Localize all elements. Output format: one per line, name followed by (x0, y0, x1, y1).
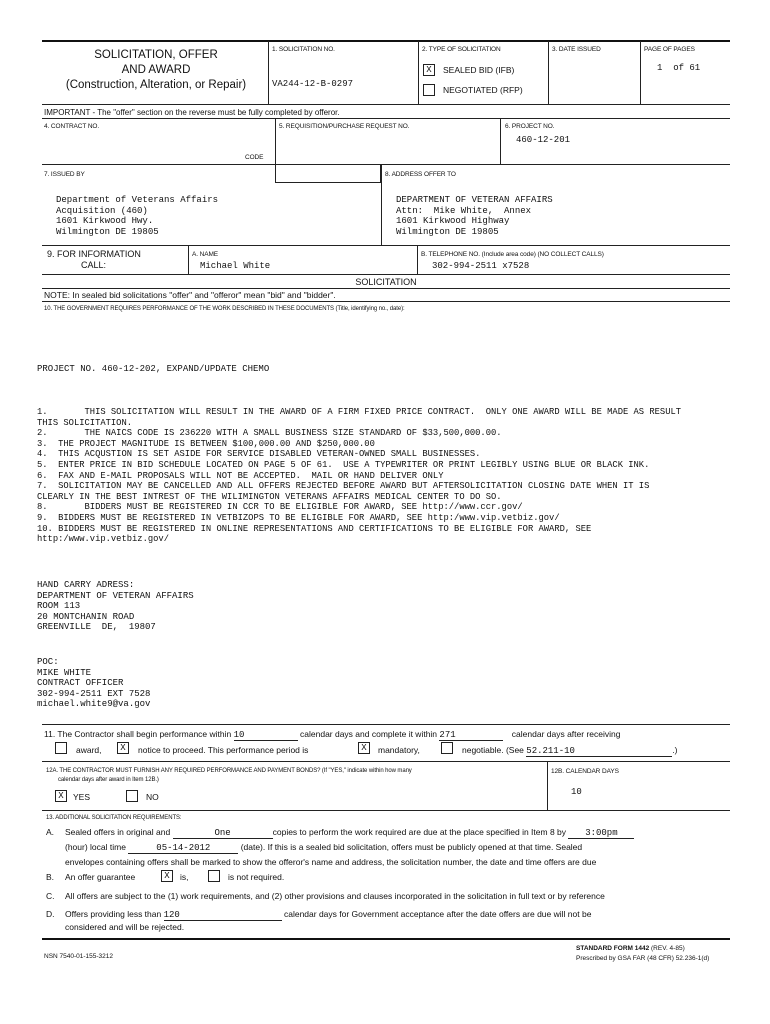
date-issued-label: 3. DATE ISSUED (552, 46, 601, 53)
top-rule (42, 40, 730, 42)
divider (417, 246, 418, 274)
negotiable-label (462, 745, 678, 757)
type-label: 2. TYPE OF SOLICITATION (422, 46, 501, 53)
info-label-2: CALL: (81, 260, 107, 270)
bonds-no-checkbox[interactable] (126, 790, 138, 802)
rule (42, 288, 730, 289)
item13c-text: All offers are subject to the (1) work requirements, and (2) other provisions and clauses incorporated in the solicitation in full text or by reference (65, 891, 605, 901)
title-line-3: (Construction, Alteration, or Repair) (65, 79, 247, 91)
mandatory-checkbox[interactable]: X (358, 742, 370, 754)
bonds-yes-checkbox[interactable]: X (55, 790, 67, 802)
divider (268, 41, 269, 104)
rule (42, 245, 730, 246)
form-revision: (REV. 4-85) (651, 945, 685, 952)
begin-days: 10 (234, 730, 298, 741)
rule (42, 164, 730, 165)
item13d-text1: Offers providing less than (65, 909, 162, 919)
award-checkbox[interactable] (55, 742, 67, 754)
item13b-letter: B. (46, 872, 55, 882)
item10-label: 10. THE GOVERNMENT REQUIRES PERFORMANCE OF THE WORK DESCRIBED IN THESE DOCUMENTS (Title, identifying no., date): (44, 306, 405, 312)
important-note: IMPORTANT - The "offer" section on the reverse must be fully completed by offeror. (44, 108, 340, 117)
divider (381, 165, 382, 245)
project-no-label: 6. PROJECT NO. (505, 123, 555, 130)
offer-to-address: DEPARTMENT OF VETERAN AFFAIRS Attn: Mike White, Annex 1601 Kirkwood Highway Wilmington DE 19805 (396, 195, 553, 237)
guarantee-is-label: is, (180, 872, 189, 882)
clause-close: .) (672, 745, 678, 755)
item11-line1 (44, 729, 620, 741)
project-no: 460-12-201 (516, 135, 571, 145)
divider (640, 41, 641, 104)
guarantee-not-checkbox[interactable] (208, 870, 220, 882)
item12b-label: 12B. CALENDAR DAYS (551, 768, 619, 775)
item13d-text2: calendar days for Government acceptance after the date offers are due will not be (283, 909, 592, 919)
info-label (47, 249, 141, 271)
solicitation-no: VA244-12-B-0297 (272, 79, 354, 89)
item13a-text2: copies to perform the work required are due at the place specified in Item 8 by (272, 827, 567, 837)
item12a-label-1: 12A. THE CONTRACTOR MUST FURNISH ANY REQUIRED PERFORMANCE AND PAYMENT BONDS? (If "YES," indicate within how many (46, 768, 412, 774)
ntp-checkbox[interactable]: X (117, 742, 129, 754)
item11-text-c: calendar days after receiving (511, 729, 621, 739)
rule (42, 104, 730, 105)
form-number (576, 945, 685, 952)
sealed-bid-label: SEALED BID (IFB) (443, 65, 515, 75)
code-label: CODE (245, 154, 264, 161)
rule (42, 118, 730, 119)
award-label: award, (76, 745, 102, 755)
numbered-requirements: 1. THIS SOLICITATION WILL RESULT IN THE AWARD OF A FIRM FIXED PRICE CONTRACT. ONLY ONE AWARD WILL BE MADE AS RESULT THIS SOLICITATION. 2. THE NAICS CODE IS 236220 WITH A SMALL BUSINESS SIZE STANDARD OF $33,500,000.00. 3. THE PROJECT MAGNITUDE IS BETWEEN $100,000.00 AND $250,000.00 4. THIS ACQUSTION IS SET ASIDE FOR SERVICE DISABLED VETERAN-OWNED SMALL BUSINESSES. 5. ENTER PRICE IN BID SCHEDULE LOCATED ON PAGE 5 OF 61. USE A TYPEWRITER OR PRINT LEGIBLY USING BLUE OR BLACK INK. 6. FAX AND E-MAIL PROPOSALS WILL NOT BE ACCEPTED. MAIL OR HAND DELIVER ONLY 7. SOLICITATION MAY BE CANCELLED AND ALL OFFERS REJECTED BEFORE AWARD BUT AFTERSOLICITATION CLOSING DATE WHEN IT IS CLEARLY IN THE BEST INTREST OF THE WILIMINGTON VETERANS AFFAIRS MEDICAL CENTER TO DO SO. 8. BIDDERS MUST BE REGISTERED IN CCR TO BE ELIGIBLE FOR AWARD, SEE http://www.ccr.gov/ 9. BIDDERS MUST BE REGISTERED IN VETBIZOPS TO BE ELIGIBLE FOR AWARD, SEE http:/www.vip.vetbiz.gov/ 10. BIDDERS MUST BE REGISTERED IN ONLINE REPRESENTATIONS AND CERTIFICATIONS TO BE ELIGIBLE FOR AWARD, SEE http:/www.vip.vetbiz.gov/ (37, 407, 682, 545)
item13a-text1: Sealed offers in original and (65, 827, 171, 837)
issued-by-label: 7. ISSUED BY (44, 171, 85, 178)
bottom-rule (42, 938, 730, 940)
bonds-no-label: NO (146, 792, 159, 802)
name-label: A. NAME (192, 251, 219, 258)
rule (42, 274, 730, 275)
solicitation-no-label: 1. SOLICITATION NO. (272, 46, 335, 53)
project-line: PROJECT NO. 460-12-202, EXPAND/UPDATE CHEMO (37, 364, 270, 374)
divider (418, 41, 419, 104)
form-title (44, 48, 268, 93)
address-offer-label: 8. ADDRESS OFFER TO (385, 171, 456, 178)
form-name: STANDARD FORM 1442 (576, 945, 650, 952)
issued-by-address: Department of Veterans Affairs Acquisition (460) 1601 Kirkwood Hwy. Wilmington DE 19805 (56, 195, 219, 237)
hand-carry-address: HAND CARRY ADRESS: DEPARTMENT OF VETERAN AFFAIRS ROOM 113 20 MONTCHANIN ROAD GREENVILLE DE, 19807 (37, 580, 194, 633)
phone-label: B. TELEPHONE NO. (Include area code) (NO COLLECT CALLS) (421, 251, 604, 258)
due-date: 05-14-2012 (128, 843, 238, 854)
negotiable-checkbox[interactable] (441, 742, 453, 754)
calendar-days: 10 (571, 787, 582, 797)
page-of: 1 of 61 (657, 63, 701, 73)
contract-no-label: 4. CONTRACT NO. (44, 123, 100, 130)
item13a-text3: (hour) local time (65, 842, 126, 852)
nsn-number: NSN 7540-01-155-3212 (44, 953, 114, 960)
rule (42, 761, 730, 762)
guarantee-is-checkbox[interactable]: X (161, 870, 173, 882)
item13d-line1 (65, 909, 591, 921)
prescribed-by: Prescribed by GSA FAR (48 CFR) 52.236-1(d) (576, 955, 710, 962)
item13a-letter: A. (46, 827, 55, 837)
negotiated-label: NEGOTIATED (RFP) (443, 85, 523, 95)
page-label: PAGE OF PAGES (644, 46, 695, 53)
divider (500, 119, 501, 164)
negotiable-text: negotiable. (See (462, 745, 524, 755)
negotiated-checkbox[interactable] (423, 84, 435, 96)
sealed-bid-note: NOTE: In sealed bid solicitations "offer" and "offeror" mean "bid" and "bidder". (44, 290, 336, 300)
divider (188, 246, 189, 274)
ntp-label: notice to proceed. This performance period is (138, 745, 309, 755)
divider (275, 119, 276, 164)
requisition-label: 5. REQUISITION/PURCHASE REQUEST NO. (279, 123, 410, 130)
rule (42, 724, 730, 725)
rule (42, 301, 730, 302)
item13b-text: An offer guarantee (65, 872, 136, 882)
item13a-text4: (date). If this is a sealed bid solicitation, offers must be publicly opened at that time. Sealed (240, 842, 583, 852)
complete-days: 271 (439, 730, 503, 741)
see-clause: 52.211-10 (526, 746, 672, 757)
contact-name: Michael White (200, 261, 271, 271)
title-line-2: AND AWARD (121, 64, 191, 76)
item13d-line2: considered and will be rejected. (65, 922, 185, 932)
item11-text-b: calendar days and complete it within (300, 729, 438, 739)
contact-phone: 302-994-2511 x7528 (432, 261, 530, 271)
item12a-label-2: calendar days after award in Item 12B.) (58, 777, 159, 783)
sealed-bid-checkbox[interactable]: X (423, 64, 435, 76)
item13d-letter: D. (46, 909, 55, 919)
divider (548, 41, 549, 104)
mandatory-label: mandatory, (378, 745, 420, 755)
item13c-letter: C. (46, 891, 55, 901)
acceptance-days: 120 (164, 910, 282, 921)
solicitation-heading: SOLICITATION (355, 277, 417, 287)
bonds-yes-label: YES (73, 792, 91, 802)
item13a-line1 (65, 827, 634, 839)
guarantee-not-label: is not required. (228, 872, 285, 882)
copies-count: One (173, 828, 273, 839)
item13a-line2 (65, 842, 582, 854)
due-time: 3:00pm (568, 828, 634, 839)
divider (547, 762, 548, 810)
code-box (275, 164, 381, 183)
item11-text-a: 11. The Contractor shall begin performance within (44, 729, 232, 739)
title-line-1: SOLICITATION, OFFER (94, 49, 218, 61)
item13a-line3: envelopes containing offers shall be marked to show the offeror's name and address, the solicitation number, the date and time offers are due (65, 857, 597, 867)
point-of-contact: POC: MIKE WHITE CONTRACT OFFICER 302-994-2511 EXT 7528 michael.white9@va.gov (37, 657, 151, 710)
rule (42, 810, 730, 811)
info-label-1: 9. FOR INFORMATION (47, 249, 141, 259)
item13-label: 13. ADDITIONAL SOLICITATION REQUIREMENTS: (46, 815, 182, 821)
